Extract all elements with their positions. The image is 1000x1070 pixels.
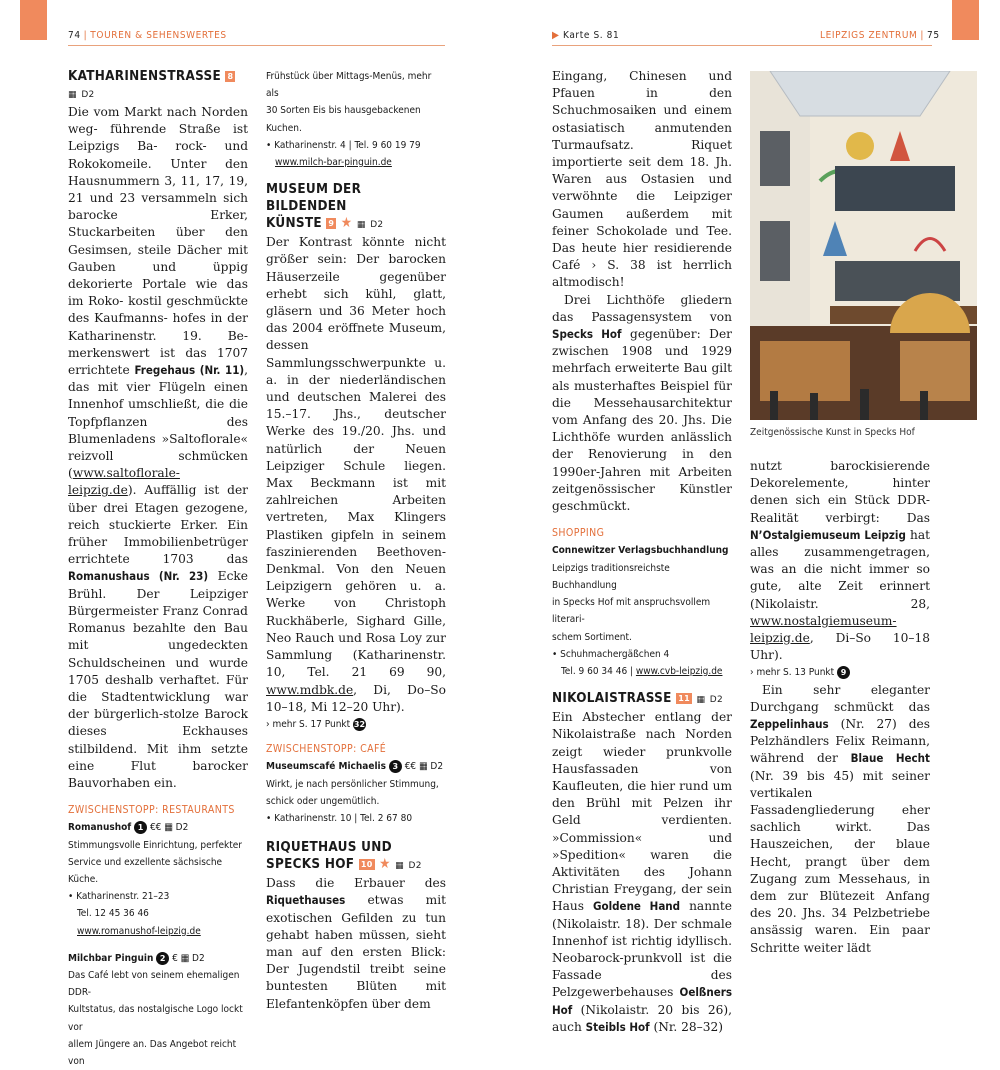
restaurant-milchbar: Milchbar Pinguin 2 € ▦ D2 Das Café lebt von seinem ehemaligen DDR- Kultstatus, das nostalgische Logo lockt vor allem Jüngere an. Das Angebot reicht von	[68, 952, 243, 1067]
zeppelinhaus-text: Ein sehr eleganter Durchgang schmückt das Zeppelinhaus (Nr. 27) des Pelzhändlers Felix Reimann, während der Blaue Hecht (Nr. 39 bis 45) mit seiner vertikalen Fassadengliederung eher sachlich wirkt. Das Hauszeichen, der blaue Hecht, prangt über dem Zugang zum Messehaus, in dem zur Blütezeit Anfang des 20. Jhs. 34 Pelzbetriebe ansässig waren. Ein paar Schritte weiter lädt	[750, 682, 930, 955]
map-icon: ▦	[180, 952, 190, 964]
highlight-star-icon: ★	[340, 215, 353, 232]
highlight-star-icon: ★	[379, 856, 391, 873]
sight-number-badge: 8	[227, 72, 234, 81]
riquethaus-text: Dass die Erbauer des Riquethauses etwas mit exotischen Gefilden zu tun gehabt haben müssen, sieht man auf den ersten Blick: Der Jugendstil treibt seine buntesten Blüten mit Elefantenköpfen über dem	[266, 876, 446, 1011]
map-icon: ▦	[696, 695, 706, 706]
romanushof-link[interactable]: www.romanushof-leipzig.de	[77, 925, 201, 937]
fregehaus-highlight: Fregehaus (Nr. 11)	[134, 363, 245, 378]
nostalgie-more-ref[interactable]: › mehr S. 13 Punkt 9	[750, 664, 930, 681]
map-reference[interactable]: Karte S. 81	[563, 30, 620, 41]
museum-more-ref[interactable]: › mehr S. 17 Punkt 32	[266, 718, 366, 730]
restaurants-subheading: ZWISCHENSTOPP: RESTAURANTS	[68, 804, 235, 817]
milchbar-link[interactable]: www.milch-bar-pinguin.de	[275, 157, 392, 169]
right-header-rule	[552, 45, 932, 46]
specks-hof-photo	[750, 71, 977, 420]
photo-caption: Zeitgenössische Kunst in Specks Hof	[750, 427, 915, 438]
riquethaus-heading: RIQUETHAUS UND SPECKS HOF 10 ★ ▦ D2	[266, 840, 422, 873]
sight-number-badge: 10	[360, 860, 373, 870]
shop-entry: Connewitzer Verlagsbuchhandlung Leipzigs traditionsreichste Buchhandlung in Specks Hof mit anspruchsvollem literari- schem Sortiment. • Schuhmachergäßchen 4 Tel. 9 60 34 46 | www.cvb-leipzig.de	[552, 545, 729, 677]
left-page-number: 74	[68, 30, 81, 41]
mdbk-link[interactable]: www.mdbk.de	[266, 682, 354, 697]
left-section-title: TOUREN & SEHENSWERTES	[90, 30, 227, 41]
specks-hof-text: Drei Lichthöfe gliedern das Passagensystem von Specks Hof gegenüber: Der zwischen 1908 und 1929 mehrfach erweiterte Bau gilt als musterhaftes Beispiel für die Messehausarchitektur vom Anfang des 20. Jhs. Die Lichthöfe wurden anlässlich der Renovierung in den 1990er-Jahren mit Arbeiten zeitgenössischer Künstler geschmückt.	[552, 292, 732, 514]
nostalgiemuseum-link[interactable]: www.nostalgiemuseum-leipzig.de	[750, 613, 897, 646]
restaurant-number: 2	[156, 952, 169, 965]
nostalgie-text: nutzt barockisierende Dekorelemente, hinter denen sich ein Stück DDR-Realität verbirgt: Das N’Ostalgiemuseum Leipzig hat alles zusammengetragen, was an die nicht immer so gute, alte Zeit erinnert (Nikolaistr. 28, www.nostalgiemuseum-leipzig.de, Di–So 10–18 Uhr).	[750, 459, 931, 663]
map-icon: ▦	[356, 220, 366, 231]
restaurant-romanushof: Romanushof 1 €€ ▦ D2 Stimmungsvolle Einrichtung, perfekter Service und exzellente sächsische Küche. • Katharinenstr. 21–23 Tel. 12 45 36 46 www.romanushof-leipzig.de	[68, 822, 242, 937]
right-section-title: LEIPZIGS ZENTRUM	[820, 30, 918, 41]
map-icon: ▦	[164, 822, 173, 834]
nikolaistrasse-heading: NIKOLAISTRASSE 11 ▦ D2	[552, 691, 724, 707]
right-page-number: 75	[927, 30, 940, 41]
map-icon: ▦	[68, 90, 77, 100]
museum-heading: MUSEUM DER BILDENDEN KÜNSTE 9 ★ ▦ D2	[266, 182, 384, 232]
right-page-tab	[952, 0, 979, 40]
right-running-header-right: LEIPZIGS ZENTRUM | 75	[820, 30, 940, 41]
cafe-subheading: ZWISCHENSTOPP: CAFÉ	[266, 743, 387, 756]
museumscafe: Museumscafé Michaelis 3 €€ ▦ D2 Wirkt, je nach persönlicher Stimmung, schick oder ungemütlich. • Katharinenstr. 10 | Tel. 2 67 80	[266, 761, 444, 824]
map-arrow-icon: ▶	[552, 30, 560, 41]
sight-number-badge: 9	[328, 219, 335, 229]
cvb-link[interactable]: www.cvb-leipzig.de	[635, 665, 723, 677]
map-icon: ▦	[419, 761, 428, 773]
katharinenstrasse-heading: KATHARINENSTRASSE 8 ▦ D2	[68, 69, 234, 100]
milchbar-continued: Frühstück über Mittags-Menüs, mehr als 30 Sorten Eis bis hausgebackenen Kuchen. • Katharinenstr. 4 | Tel. 9 60 19 79 www.milch-bar-pinguin.de	[266, 71, 432, 169]
romanushaus-highlight: Romanushaus (Nr. 23)	[68, 569, 209, 584]
museum-text: Der Kontrast könnte nicht größer sein: Der barocken Häuserzeile gegenüber erhebt sich kühl, glatt, gläsern und 36 Meter hoch das 2004 eröffnete Museum, dessen Sammlungsschwerpunkte u. a. in der niederländischen und deutschen Malerei des 15.–17. Jhs., deutscher Werke des 19./20. Jhs. und natürlich der Neuen Leipziger Schule liegen. Max Beckmann ist mit zahlreichen Arbeiten vertreten, Max Klingers Plastiken gipfeln in seinem faszinierenden Beethoven-Denkmal. Von den Neuen Leipzigern gehören u. a. Werke von Christoph Ruckhäberle, Sighard Gille, Neo Rauch und Rosa Loy zur Sammlung (Katharinenstr. 10, Tel. 21 69 90, www.mdbk.de, Di, Do–So 10–18, Mi 12–20 Uhr).	[266, 235, 446, 714]
saltoflorale-link[interactable]: www.saltoflorale-leipzig.de	[68, 466, 180, 498]
left-page-tab	[20, 0, 47, 40]
column-1	[68, 68, 248, 1070]
column-2	[266, 68, 446, 1013]
katharinenstrasse-text: Die vom Markt nach Norden weg- führende Straße ist Leipzigs Ba- rock- und Rokokomeile. Unter den Hausnummern 3, 11, 17, 19, 21 und 23 versammeln sich barocke Erker, Stuckarbeiten über den Gesimsen, steile Dächer mit Gauben und üppig dekorierte Portale wie das im Roko- kostil geschmückte des Kaufmanns- hofes in der Katharinenstr. 19. Be- merkenswert ist das 1707 errichtete Fregehaus (Nr. 11), das mit vier Flügeln einen Innenhof umschließt, die die Topfpflanzen des Blumenladens »Saltoflorale« reizvoll schmücken (www.saltoflorale-leipzig.de). Auffällig ist der über drei Etagen gezogene, reich stuckierte Erker. Ein früher Immobilienbetrüger errichtete 1703 das Romanushaus (Nr. 23) Ecke Brühl. Der Leipziger Bürgermeister Franz Conrad Romanus bezahlte den Bau mit ungedeckten Schuldscheinen und wurde 1705 deshalb verhaftet. Für die Stadtentwicklung war der bürgerlich-stolze Barock dieses Eckhauses stilbildend. Mit ihm setzte eine Flut barocker Bauvorhaben ein.	[68, 105, 249, 790]
column-4	[750, 458, 930, 957]
left-running-header: 74 | TOUREN & SEHENSWERTES	[68, 30, 227, 41]
restaurant-number: 1	[134, 821, 147, 834]
nikolaistrasse-text: Ein Abstecher entlang der Nikolaistraße nach Norden zeigt wieder prunkvolle Hausfassaden von Kaufleuten, die hier rund um den Brühl mit Pelzen ihr Geld verdienten. »Commission« und »Spedition« waren die Aktivitäten des Johann Christian Freygang, der sein Haus Goldene Hand nannte (Nikolaistr. 18). Der schmale Innenhof ist richtig idyllisch. Neobarock-prunkvoll ist die Fassade des Pelzgewerbehauses Oelßners Hof (Nikolaistr. 20 bis 26), auch Steibls Hof (Nr. 28–32)	[552, 710, 733, 1034]
shopping-subheading: SHOPPING	[552, 527, 605, 540]
column-3	[552, 68, 732, 1036]
riquethaus-text-continued: Eingang, Chinesen und Pfauen in den Schuchmosaiken und einem ostasiatisch anmutenden Turmaufsatz. Riquet importierte seit dem 18. Jh. Waren aus Ostasien und verwöhnte die Leipziger Gaumen außerdem mit feiner Schokolade und Tee. Das heute hier residierende Café › S. 38 ist herrlich altmodisch!	[552, 69, 732, 290]
left-header-rule	[68, 45, 445, 46]
grid-ref: D2	[81, 90, 95, 100]
right-running-header-left	[552, 30, 619, 41]
sight-number-badge: 11	[678, 694, 690, 704]
map-icon: ▦	[395, 861, 404, 872]
